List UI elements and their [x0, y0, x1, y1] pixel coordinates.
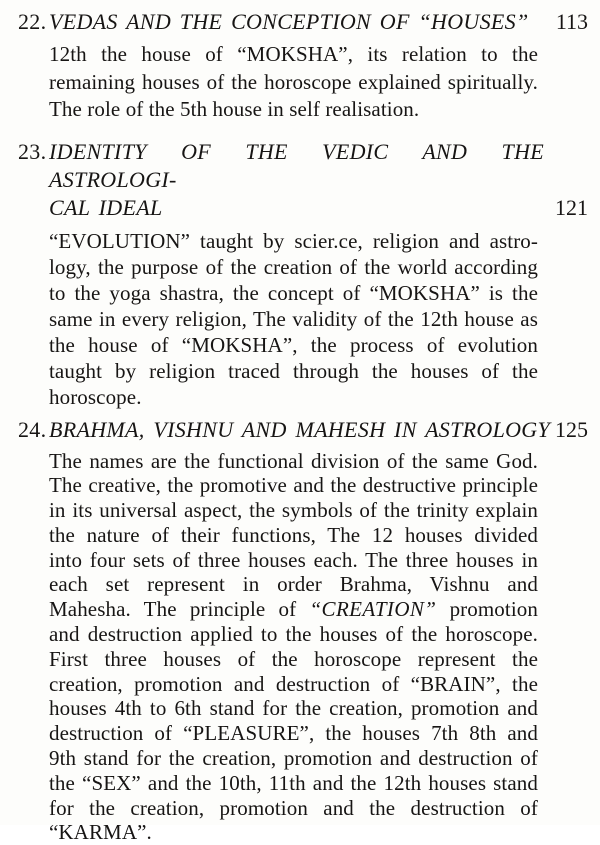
description-line: the “SEX” and the 10th, 11th and the 12th houses stand — [49, 771, 538, 796]
entry-title — [49, 138, 544, 222]
description-line: The names are the functional division of the same God. — [49, 449, 538, 474]
entry-title-line: VEDAS AND THE CONCEPTION OF “HOUSES” — [49, 8, 544, 36]
entry-description — [49, 41, 538, 124]
description-line: The role of the 5th house in self realisation. — [49, 96, 538, 124]
entry-title-line: CAL IDEAL — [49, 194, 544, 222]
entry-description — [49, 449, 538, 845]
entry-page-number: 113 — [556, 8, 588, 36]
description-line: First three houses of the horoscope represent the — [49, 647, 538, 672]
description-text: promotion — [450, 597, 538, 621]
description-line: houses 4th to 6th stand for the creation, promotion and — [49, 696, 538, 721]
description-line: into four sets of three houses each. The three houses in — [49, 548, 538, 573]
toc-entry-23 — [18, 138, 588, 410]
entry-number: 24. — [18, 416, 46, 444]
toc-entry-24 — [18, 416, 588, 845]
description-line: taught by religion traced through the houses of the — [49, 358, 538, 384]
entry-description — [49, 228, 538, 410]
description-line: each set represent in order Brahma, Vishnu and — [49, 572, 538, 597]
description-line: remaining houses of the horoscope explained spiritually. — [49, 69, 538, 97]
entry-heading — [18, 138, 588, 222]
entry-number: 23. — [18, 138, 46, 166]
description-line: “EVOLUTION” taught by scier.ce, religion and astro- — [49, 228, 538, 254]
entry-page-number: 125 — [555, 416, 588, 444]
toc-entry-22 — [18, 8, 588, 124]
entry-title-line: IDENTITY OF THE VEDIC AND THE ASTROLOGI- — [49, 138, 544, 194]
entry-page-number: 121 — [555, 194, 588, 222]
description-line: creation, promotion and destruction of “BRAIN”, the — [49, 672, 538, 697]
description-text: Mahesha. The principle of — [49, 597, 296, 621]
description-line: same in every religion, The validity of the 12th house as — [49, 306, 538, 332]
description-line: horoscope. — [49, 384, 538, 410]
description-line: logy, the purpose of the creation of the world according — [49, 254, 538, 280]
description-line — [49, 597, 538, 622]
entry-number: 22. — [18, 8, 46, 36]
description-line: for the creation, promotion and the destruction of — [49, 796, 538, 821]
description-line: The creative, the promotive and the destructive principle — [49, 473, 538, 498]
entry-title — [49, 8, 544, 36]
entry-heading — [18, 416, 588, 444]
entry-heading — [18, 8, 588, 36]
description-line: 9th stand for the creation, promotion and destruction of — [49, 746, 538, 771]
entry-title-line: BRAHMA, VISHNU AND MAHESH IN ASTROLOGY — [49, 416, 544, 444]
description-line: in its universal aspect, the symbols of the trinity explain — [49, 498, 538, 523]
italic-term: “CREATION” — [309, 597, 436, 621]
description-line: 12th the house of “MOKSHA”, its relation to the — [49, 41, 538, 69]
description-line: to the yoga shastra, the concept of “MOKSHA” is the — [49, 280, 538, 306]
description-line: the house of “MOKSHA”, the process of evolution — [49, 332, 538, 358]
entry-title — [49, 416, 544, 444]
description-line: and destruction applied to the houses of the horoscope. — [49, 622, 538, 647]
description-line: destruction of “PLEASURE”, the houses 7th 8th and — [49, 721, 538, 746]
description-line: “KARMA”. — [49, 820, 538, 845]
description-line: the nature of their functions, The 12 houses divided — [49, 523, 538, 548]
